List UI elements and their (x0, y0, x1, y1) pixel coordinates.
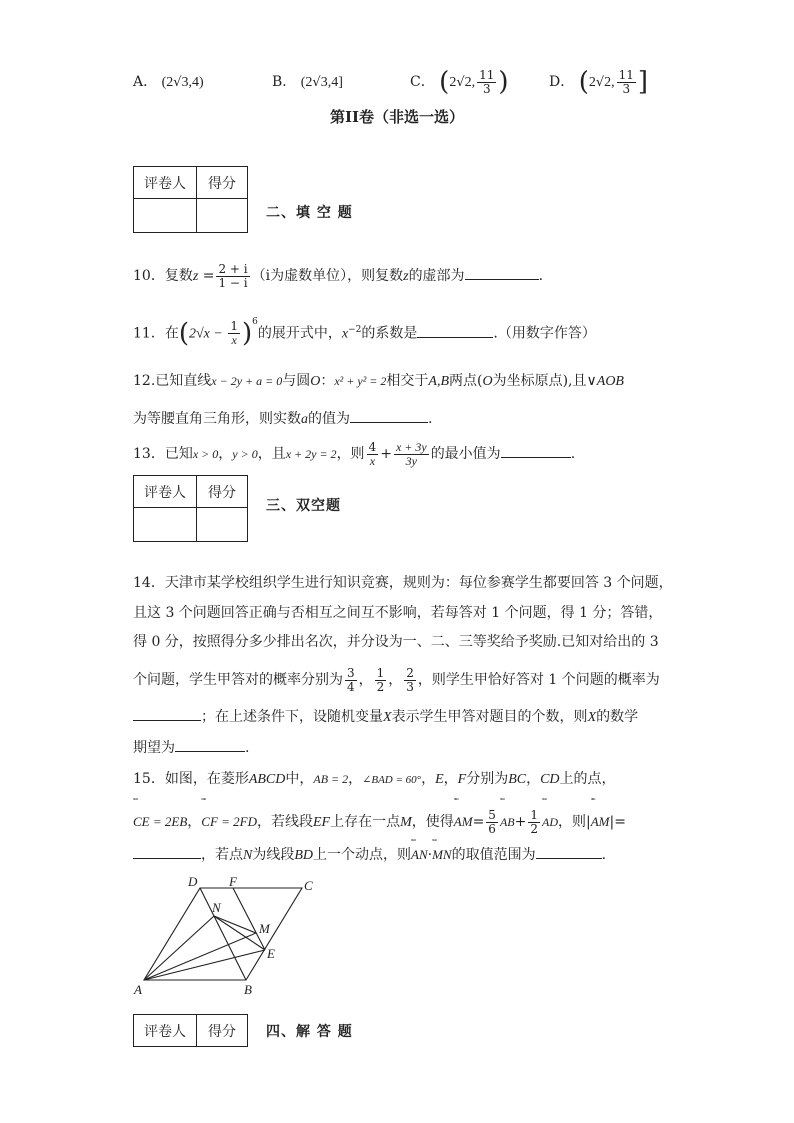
q12-text-d: 相交于 (386, 373, 429, 389)
q15-vec-ab: AB (499, 815, 515, 829)
section-3-heading: 三、双空题 (266, 498, 341, 514)
q15-vec-ce: CE = 2EB (133, 814, 188, 829)
score-table-score-label: 得分 (197, 476, 248, 508)
option-c-text2: 2, (464, 75, 476, 90)
q14-text-e: 的数学 (596, 709, 639, 725)
q12-circle-o: O (310, 374, 321, 389)
label-d: D (188, 874, 198, 889)
q15-vec-an: AN (411, 847, 428, 862)
q10-den: 1 − i (218, 275, 248, 290)
q11-mid: 的展开式中， (257, 325, 342, 342)
q15-rhombus: ABCD (248, 772, 286, 787)
q14-text-c: ；在上述条件下，设随机变量 (201, 709, 383, 725)
option-b-letter: B． (272, 74, 297, 90)
part2-title: 第II卷（非选一选） (329, 108, 465, 126)
q14-x2: X (587, 710, 597, 725)
q14-text-b: ，则学生甲恰好答对 1 个问题的概率为 (417, 672, 660, 688)
label-b: B (244, 982, 252, 997)
q12-text-a: 12.已知直线 (133, 373, 212, 389)
option-b-text1: (2 (300, 75, 313, 90)
q13-frac2-den: 3y (405, 453, 417, 468)
q12-origin: O (482, 374, 493, 389)
q15-sep-1: ， (348, 771, 363, 787)
option-a-text1: (2 (161, 75, 174, 90)
q12-points: A,B (428, 374, 449, 389)
score-table-score-cell[interactable] (197, 199, 248, 233)
option-c-den: 3 (482, 81, 491, 96)
question-15-line-3: ，若点N为线段BD上一个动点，则 ᵘᵘᵘ AN· ᵘᵘᵘ MN的取值范围为 . (133, 844, 606, 866)
question-15-line-2: ᵘᵘᵘ CE = 2EB， ᵘᵘᵘ CF = 2FD，若线段EF上存在一点M，使得 ᵘᵘᵘ AM= $\frac{5}{6}$ ᵘᵘᵘ AB+ $\frac{1}{2}$ ᵘᵘᵘ AD，则| ᵘᵘᵘ AM|= (133, 796, 626, 836)
q15-angle: ∠BAD = 60° (362, 774, 422, 786)
q13-cond-1: x > 0 (192, 447, 219, 461)
score-table-grader-label: 评卷人 (134, 476, 197, 508)
q15-sep-2: ， (421, 771, 436, 787)
option-a: A． (2√3,4) (133, 74, 204, 90)
q15-bc: BC (508, 772, 527, 787)
option-b-text2: 3,4] (320, 75, 343, 90)
q13-end: . (570, 446, 576, 462)
q12-circle-eq: x² + y² = 2 (334, 374, 387, 388)
q10-prefix: 10．复数 (133, 268, 193, 284)
score-table-grader-cell[interactable] (134, 508, 197, 542)
q13-mid: ，则 (336, 446, 365, 462)
q11-exp: 6 (252, 317, 258, 327)
q15-end: . (601, 847, 607, 863)
q15-text-m: 的取值范围为 (451, 847, 536, 863)
q13-plus: + (380, 446, 392, 462)
q11-fnum: 1 (230, 319, 238, 334)
q13-cond-2: y > 0 (232, 447, 258, 461)
q15-sep-4: ， (526, 771, 541, 787)
option-a-text2: 3,4) (181, 75, 204, 90)
q14-p2-den: 2 (376, 679, 385, 694)
option-d-text2: 2, (604, 75, 615, 90)
q15-bd: BD (294, 848, 314, 863)
q13-prefix: 13．已知 (133, 446, 193, 462)
q15-c1-den: 6 (488, 821, 496, 836)
q15-text-g: ，使得 (411, 814, 454, 830)
score-table-grader-cell[interactable] (134, 199, 197, 233)
q13-suffix: 的最小值为 (430, 446, 501, 462)
score-table-score-label: 得分 (197, 167, 248, 199)
q15-dot: · (427, 847, 433, 863)
q15-cd: CD (540, 772, 560, 787)
question-13 (133, 434, 575, 474)
q15-text-l: 上一个动点，则 (313, 847, 412, 863)
section-4-heading: 四、解 答 题 (266, 1024, 353, 1040)
question-12-line-2 (133, 408, 432, 430)
score-table-score-cell[interactable] (197, 508, 248, 542)
q14-p3-den: 3 (406, 679, 414, 694)
q15-vec-ad: AD (541, 815, 558, 829)
score-table-3 (133, 1014, 248, 1047)
q14-answer-blank-2[interactable] (175, 737, 245, 752)
q15-sep-5: ， (187, 814, 202, 830)
score-table-1 (133, 166, 248, 233)
q12-triangle: AOB (596, 374, 624, 389)
q13-sep-2: ，且 (257, 446, 286, 462)
q14-text-f: 期望为 (133, 740, 175, 756)
q12-text-h: 的值为 (308, 411, 350, 427)
q15-ef: EF (313, 815, 331, 830)
q11-suffix: 的系数是 (361, 325, 418, 342)
option-c-num: 11 (479, 67, 495, 82)
question-14-line-1: 14．天津市某学校组织学生进行知识竞赛，规则为：每位参赛学生都要回答 3 个问题， (133, 575, 673, 591)
q13-frac2-num: x + 3y (395, 439, 427, 454)
q15-vec-am-2: AM (590, 814, 610, 829)
q15-f: F (457, 772, 467, 787)
q15-e: E (435, 772, 444, 787)
rhombus-figure (128, 874, 328, 1004)
diagonal-bd (200, 888, 246, 980)
segment-an (144, 916, 214, 980)
q14-text-a: 个问题，学生甲答对的概率分别为 (133, 672, 343, 688)
q15-text-b: 中， (285, 771, 314, 787)
q12-text-g: 为等腰直角三角形，则实数 (133, 411, 301, 427)
q12-answer-blank[interactable] (350, 408, 428, 423)
question-14-line-4: 个问题，学生甲答对的概率分别为 $\frac{3}{4}$ ， $\frac{1}{2}$ ， $\frac{2}{3}$ ，则学生甲恰好答对 1 个问题的概率为 (133, 665, 660, 694)
question-14-line-5 (133, 706, 638, 728)
q10-z: z (192, 269, 199, 284)
q14-answer-blank-1[interactable] (133, 706, 201, 721)
q10-eq: = (202, 268, 215, 284)
q10-answer-blank[interactable] (465, 265, 539, 280)
q10-suffix: 的虚部为 (408, 268, 465, 284)
q15-text-j: ，若点 (201, 847, 243, 863)
q14-x: X (383, 710, 392, 725)
q15-vec-mn: MN (432, 847, 452, 862)
q13-frac1-den: x (369, 453, 376, 468)
q12-end: . (428, 411, 433, 427)
q15-text-e: ，若线段 (257, 814, 313, 830)
label-n: N (212, 900, 221, 915)
q15-text-i: |= (609, 814, 626, 830)
q15-n: N (243, 848, 253, 863)
question-12-line-1 (133, 371, 624, 392)
question-14-line-3: 得 0 分，按照得分多少排出名次，并分设为一、二、三等奖给予奖励.已知对给出的 3 (133, 634, 659, 650)
q14-text-d: 表示学生甲答对题目的个数，则 (391, 709, 588, 725)
label-c: C (304, 878, 313, 893)
option-c: C． (2√2, $\frac{11}{3}$ ) (410, 67, 509, 97)
score-table-score-label: 得分 (197, 1015, 248, 1047)
label-e: E (267, 946, 275, 961)
q13-frac1-num: 4 (368, 439, 377, 454)
option-b: B． (2√3,4] (272, 74, 343, 90)
q12-text-e: 两点( (449, 373, 483, 389)
q11-answer-blank[interactable] (417, 323, 493, 338)
q12-line-eq: x − 2y + a = 0 (211, 374, 283, 388)
q12-text-c: ： (320, 373, 335, 389)
q14-p2-num: 1 (376, 665, 385, 680)
q15-text-h: ，则| (557, 814, 591, 830)
question-14-line-2: 且这 3 个问题回答正确与否相互之间互不影响，若每答对 1 个问题，得 1 分；答错， (133, 605, 663, 621)
section-2-heading: 二、填 空 题 (266, 205, 353, 221)
option-d: D． (2√2, $\frac{11}{3}$ ] (549, 67, 649, 97)
q15-text-d: 上的点， (559, 771, 616, 787)
option-d-letter: D． (549, 74, 575, 90)
q15-answer-blank-1[interactable] (133, 844, 201, 859)
q15-sep-3: ， (443, 771, 458, 787)
question-14-line-6 (133, 737, 249, 758)
label-m: M (259, 921, 270, 936)
question-10 (133, 256, 543, 297)
score-table-grader-label: 评卷人 (134, 167, 197, 199)
q11-end: .（用数字作答） (493, 325, 596, 342)
q15-vec-am: AM (453, 814, 473, 829)
q15-eq: = (472, 814, 485, 830)
q14-p1-den: 4 (347, 679, 355, 694)
label-f: F (229, 874, 237, 889)
q14-p3-num: 2 (406, 665, 414, 680)
score-table-2 (133, 475, 248, 542)
q13-cond-3: x + 2y = 2 (285, 447, 337, 461)
option-d-text1: 2 (588, 75, 596, 90)
label-a: A (134, 982, 142, 997)
q15-answer-blank-2[interactable] (536, 844, 602, 859)
option-d-den: 3 (622, 81, 631, 96)
q12-a: a (301, 412, 308, 427)
q11-prefix: 11．在 (133, 325, 179, 342)
q15-text-a: 15．如图，在菱形 (133, 771, 249, 787)
q12-text-b: 与圆 (282, 373, 311, 389)
option-d-num: 11 (618, 67, 634, 82)
question-11: 11．在(2√x − $\frac{1}{x}$ )$^6$的展开式中，$x^{-2}$的系数是 .（用数字作答） (133, 317, 596, 349)
q15-c2-den: 2 (530, 821, 538, 836)
q11-term: x (341, 326, 349, 342)
q10-mid: （i为虚数单位），则复数 (251, 268, 404, 284)
score-table-grader-label: 评卷人 (134, 1015, 197, 1047)
q14-p1-num: 3 (347, 665, 355, 680)
option-c-letter: C． (410, 74, 435, 90)
q11-termexp: −2 (348, 325, 362, 335)
q15-c1-num: 5 (488, 807, 496, 822)
q15-vec-cf: CF = 2FD (201, 814, 257, 829)
q15-c2-num: 1 (530, 807, 538, 822)
q14-end: . (245, 740, 250, 756)
q10-num: 2 + i (218, 261, 248, 276)
q10-end: . (538, 268, 544, 284)
q12-text-f: 为坐标原点),且∨ (492, 373, 597, 389)
q13-sep-1: ， (218, 446, 233, 462)
option-c-text1: 2 (449, 75, 457, 90)
q11-base: 2√x − (188, 326, 227, 342)
q15-text-f: 上存在一点 (330, 814, 401, 830)
option-a-letter: A． (133, 74, 158, 90)
q15-text-c: 分别为 (466, 771, 509, 787)
q15-m: M (400, 815, 412, 830)
question-15-line-1 (133, 769, 616, 790)
q11-fden: x (231, 333, 237, 348)
segment-nf (214, 916, 265, 950)
q15-text-k: 为线段 (252, 847, 295, 863)
q10-z2: z (403, 269, 409, 284)
q15-ab-length: AB = 2 (313, 772, 349, 786)
q13-answer-blank[interactable] (501, 443, 571, 458)
